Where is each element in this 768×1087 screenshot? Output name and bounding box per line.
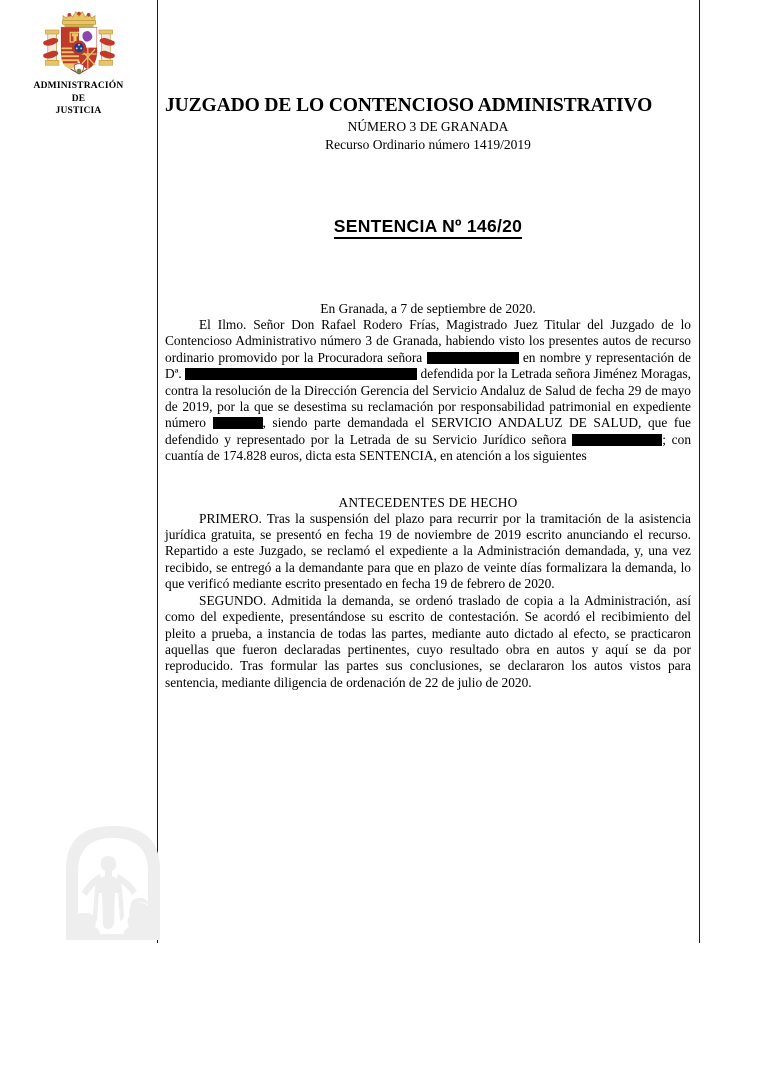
antecedente-primero (165, 511, 691, 593)
redaction-represented-person-name (185, 368, 417, 380)
document-body (165, 0, 691, 691)
redaction-expediente-number (213, 417, 263, 429)
court-number: NÚMERO 3 DE GRANADA (347, 119, 509, 134)
left-margin-rule (157, 0, 158, 943)
right-margin-rule (699, 0, 700, 943)
court-title: JUZGADO DE LO CONTENCIOSO ADMINISTRATIVO (165, 95, 653, 116)
opening-segment-2: en nombre y representación de Dª. (165, 349, 691, 382)
antecedente-segundo (165, 593, 691, 691)
redaction-procuradora-name (427, 352, 519, 364)
section-heading-antecedentes: ANTECEDENTES DE HECHO (338, 494, 518, 510)
masthead-line-2: DE (71, 93, 86, 104)
opening-paragraph (165, 317, 691, 465)
masthead (0, 0, 157, 118)
antecedente-segundo-text: Admitida la demanda, se ordenó traslado de copia a la Administración, así como del expediente, presentándose su escrito de contestación. Se acordó el recibimiento del pleito a prueba, a instancia de todas las partes, mediante auto dictado al efecto, se practicaron aquellas que fueron declaradas pertinentes, cuyo resultado obra en autos y aquí se da por reproducido. Tras formular las partes sus conclusiones, se declararon los autos vistos para sentencia, mediante diligencia de ordenación de 22 de julio de 2020. (165, 592, 691, 690)
opening-segment-4: , siendo parte demandada el SERVICIO ANDALUZ DE SALUD, que fue defendido y representado por la Letrada de su Servicio Jurídico señora (165, 415, 691, 447)
sentencia-title-text: SENTENCIA Nº 146/20 (334, 216, 522, 239)
masthead-text-block (0, 80, 157, 118)
andalusia-coat-of-arms-watermark-icon (58, 808, 168, 948)
sentencia-title (165, 216, 691, 237)
spanish-coat-of-arms-icon (39, 6, 119, 78)
antecedente-primero-label: PRIMERO. (199, 510, 262, 526)
opening-segment-3: defendida por la Letrada señora Jiménez Moragas, contra la resolución de la Dirección Gerencia del Servicio Andaluz de Salud de fecha 29 de mayo de 2019, por la que se desestima su reclamación por responsabilidad patrimonial en expediente número (165, 366, 692, 431)
redaction-sas-letrada-name (572, 434, 662, 446)
masthead-line-3: JUSTICIA (55, 106, 102, 116)
antecedente-segundo-label: SEGUNDO. (199, 592, 267, 608)
opening-segment-1: El Ilmo. Señor Don Rafael Rodero Frías, Magistrado Juez Titular del Juzgado de lo Contencioso Administrativo número 3 de Granada, habiendo visto los presentes autos de recurso ordinario promovido por la Procuradora señora (165, 317, 691, 365)
opening-segment-5: ; con cuantía de 174.828 euros, dicta esta SENTENCIA, en atención a los siguientes (165, 431, 692, 464)
antecedente-primero-text: Tras la suspensión del plazo para recurrir por la tramitación de la asistencia jurídica gratuita, se presentó en fecha 19 de noviembre de 2019 escrito anunciando el recurso. Repartido a este Juzgado, se reclamó el expediente a la Administración demandada, y, una vez recibido, se entregó a la demandante para que en plazo de veinte días formalizara la demanda, lo que verificó mediante escrito presentado en fecha 19 de febrero de 2020. (165, 510, 691, 592)
masthead-line-1: ADMINISTRACIÓN (33, 81, 124, 91)
case-reference: Recurso Ordinario número 1419/2019 (325, 137, 531, 152)
place-and-date: En Granada, a 7 de septiembre de 2020. (320, 301, 536, 316)
